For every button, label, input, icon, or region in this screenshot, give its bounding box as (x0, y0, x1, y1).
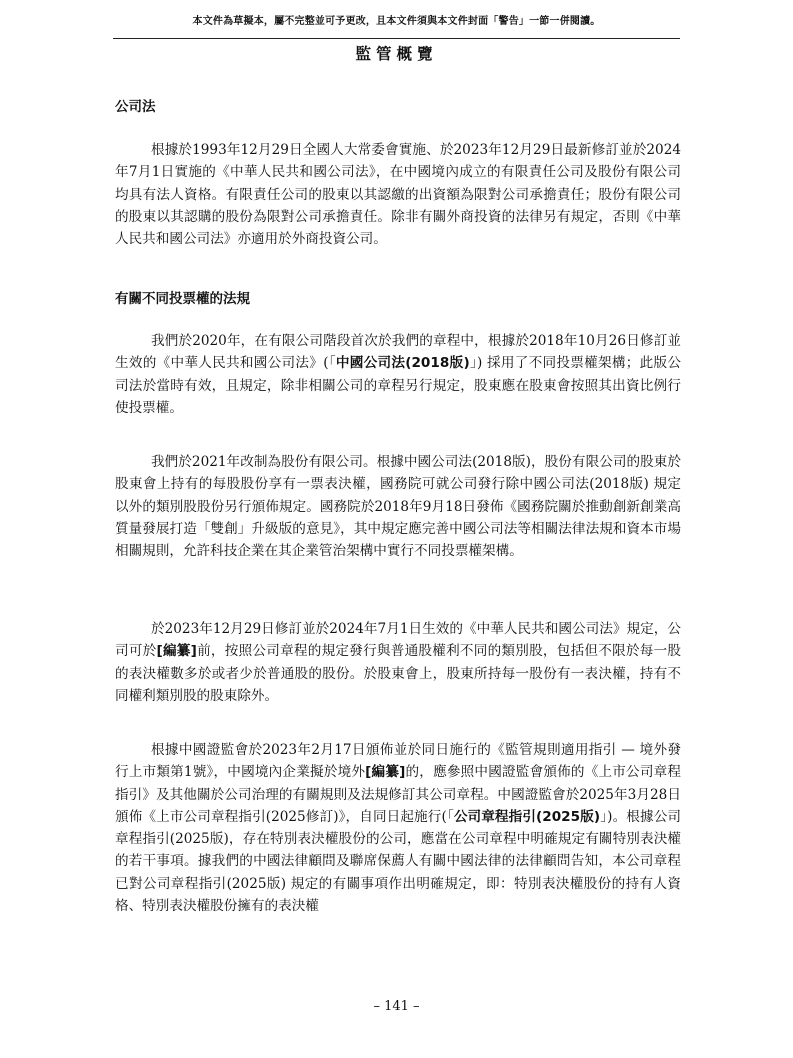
text-run: 於2023年12月29日修訂並於2024年7月1日生效的《中華人民共和國公司法》規定，公司可於 (115, 621, 681, 660)
paragraph (115, 451, 681, 562)
text-run: 」)。根據公司章程指引(2025版)，存在特別表決權股份的公司，應當在公司章程中明確規定有關特別表決權的若干事項。據我們的中國法律顧問及聯席保薦人有關中國法律的法律顧問告知，本公司章程已對公司章程指引(2025版) 規定的有關事項作出明確規定，即：特別表決權股份的持有人資格、特別表決權股份擁有的表決權 (115, 808, 681, 915)
defined-term: 中國公司法(2018版) (335, 355, 470, 372)
text-run: 前，按照公司章程的規定發行與普通股權利不同的類別股，包括但不限於每一股的表決權數多於或者少於普通股的股份。於股東會上，股東所持每一股份有一表決權，持有不同權利類別股的股東除外。 (115, 643, 681, 704)
section-heading-company-law: 公司法 (115, 99, 156, 115)
page-title: 監管概覽 (355, 45, 438, 63)
paragraph (115, 739, 681, 917)
section-heading-weighted-voting-rights: 有關不同投票權的法規 (115, 291, 250, 307)
text-run: 的，應參照中國證監會頒佈的《上市公司章程指引》及其他關於公司治理的有關規則及法規修訂其公司章程。中國證監會於2025年3月28日頒佈《上市公司章程指引(2025修訂)》，自同日起施行(「 (115, 764, 681, 825)
defined-term: [編纂] (156, 643, 197, 660)
text-run: 根據於1993年12月29日全國人大常委會實施、於2023年12月29日最新修訂並於2024年7月1日實施的《中華人民共和國公司法》，在中國境內成立的有限責任公司及股份有限公司均具有法人資格。有限責任公司的股東以其認繳的出資額為限對公司承擔責任；股份有限公司的股東以其認購的股份為限對公司承擔責任。除非有關外商投資的法律另有規定，否則《中華人民共和國公司法》亦適用於外商投資公司。 (115, 142, 681, 248)
paragraph (115, 618, 681, 707)
header-divider (113, 38, 680, 39)
paragraph (115, 139, 681, 250)
defined-term: 公司章程指引(2025版) (453, 808, 601, 825)
defined-term: [編纂] (365, 764, 406, 781)
text-run: 」) 採用了不同投票權架構；此版公司法於當時有效，且規定，除非相關公司的章程另行規定，股東應在股東會按照其出資比例行使投票權。 (115, 355, 681, 416)
text-run: 我們於2020年，在有限公司階段首次於我們的章程中，根據於2018年10月26日修訂並生效的《中華人民共和國公司法》(「 (115, 333, 681, 372)
page-number: – 141 – (373, 999, 420, 1014)
paragraph (115, 330, 681, 419)
text-run: 我們於2021年改制為股份有限公司。根據中國公司法(2018版)，股份有限公司的股東於股東會上持有的每股股份享有一票表決權，國務院可就公司發行除中國公司法(2018版) 規定以外的類別股股份另行頒佈規定。國務院於2018年9月18日發佈《國務院關於推動創新創業高質量發展打造「雙創」升級版的意見》，其中規定應完善中國公司法等相關法律法規和資本市場相關規則，允許科技企業在其企業管治架構中實行不同投票權架構。 (115, 454, 681, 560)
text-run: 根據中國證監會於2023年2月17日頒佈並於同日施行的《監管規則適用指引 — 境外發行上市類第1號》，中國境內企業擬於境外 (115, 742, 681, 781)
draft-warning-header: 本文件為草擬本，屬不完整並可予更改，且本文件須與本文件封面「警告」一節一併閱讀。 (192, 16, 601, 27)
